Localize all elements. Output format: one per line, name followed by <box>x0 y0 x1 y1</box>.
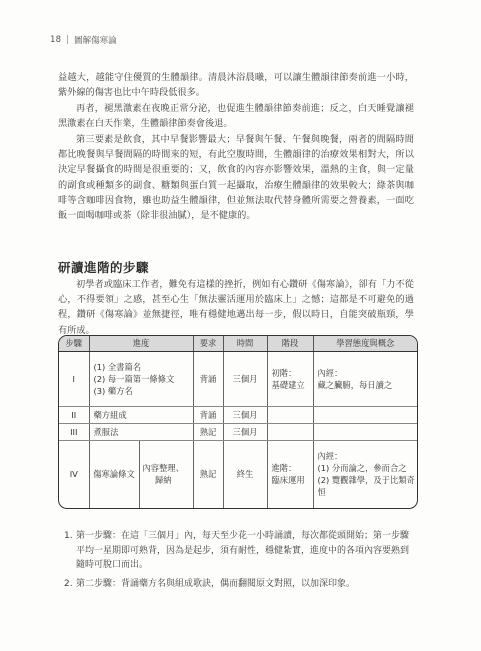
cell-stage <box>267 351 313 406</box>
table-row <box>59 423 417 440</box>
attitude-line: (1) 分而論之，參而合之 <box>317 463 407 474</box>
header-stage: 階段 <box>267 336 313 351</box>
cell-progress <box>89 440 193 508</box>
note-number: 2. <box>64 579 73 589</box>
stage-line: 基礎建立 <box>271 379 305 390</box>
cell-progress: 煮服法 <box>89 423 193 440</box>
header-time: 時間 <box>223 336 267 351</box>
progress-line: (2) 每一篇第一條條文 <box>93 373 175 384</box>
cell-progress <box>89 351 193 406</box>
note-text: 第二步驟：背誦藥方名與組成歌訣，偶而翻閱原文對照，以加深印象。 <box>76 579 356 589</box>
cell-requirement: 背誦 <box>193 351 223 406</box>
cell-requirement: 熟記 <box>193 423 223 440</box>
cell-step: III <box>59 423 89 440</box>
attitude-line: 藏之臟腑，每日讀之 <box>317 379 393 390</box>
table-row <box>59 440 417 508</box>
table-row <box>59 406 417 423</box>
header-separator: | <box>66 35 70 45</box>
attitude-line: 內經： <box>317 367 343 378</box>
cell-step: IV <box>59 440 89 508</box>
cell-requirement: 背誦 <box>193 406 223 423</box>
note-text: 第一步驟：在這「三個月」內，每天至少花一小時誦讀，每次都從頭開始；第一步驟平均一星期即可熟背，因為是起步，須有耐性，穩健紮實，進度中的各項內容要熟到隨時可脫口而出。 <box>76 531 410 570</box>
cell-time: 三個月 <box>223 423 267 440</box>
section-paragraph: 初學者或臨床工作者，難免有這樣的挫折，例如有心鑽研《傷寒論》，卻有「力不從心，不得要領」之感，甚至心生「無法靈活運用於臨床上」之憾；這都是不可避免的過程，鑽研《傷寒論》並無捷徑，唯有穩健地邁出每一步，假以時日，自能突破瓶頸，學有所成。 <box>58 279 414 336</box>
study-steps-table <box>58 335 418 509</box>
cell-time: 終生 <box>223 440 267 508</box>
note-1 <box>64 529 416 573</box>
progress-part-a: 傷寒論條文 <box>90 441 140 509</box>
cell-step: I <box>59 351 89 406</box>
progress-line: (1) 全書篇名 <box>93 361 142 372</box>
page-header <box>50 33 117 47</box>
stage-line: 臨床運用 <box>271 475 305 486</box>
stage-line: 初階： <box>271 367 297 378</box>
cell-step: II <box>59 406 89 423</box>
cell-progress: 藥方組成 <box>89 406 193 423</box>
attitude-line: 內經： <box>317 451 343 462</box>
cell-attitude <box>313 351 417 406</box>
book-title: 圖解傷寒論 <box>74 36 117 46</box>
table-header-row <box>59 336 417 351</box>
section-heading: 研讀進階的步驟 <box>58 260 150 275</box>
paragraph-2: 再者，褪黑激素在夜晚正常分泌，也促進生體韻律節奏前進；反之，白天睡覺讓褪黑激素在白天作業，生體韻律節奏會後退。 <box>58 103 414 130</box>
cell-stage <box>267 423 313 440</box>
progress-line: 歸納 <box>154 475 172 486</box>
paragraph-1: 益越大，越能守住優質的生體韻律。清晨沐浴晨曦，可以讓生體韻律節奏前進一小時，紫外線的傷害也比中午時段低很多。 <box>58 72 414 99</box>
cell-time: 三個月 <box>223 351 267 406</box>
cell-attitude <box>313 440 417 508</box>
header-step: 步驟 <box>59 336 89 351</box>
progress-part-b <box>140 441 193 509</box>
cell-attitude <box>313 423 417 440</box>
cell-stage <box>267 440 313 508</box>
note-2 <box>64 577 416 592</box>
attitude-line: (2) 覽觀雜學，及于比類奇恒 <box>317 475 415 498</box>
header-progress: 進度 <box>89 336 193 351</box>
cell-attitude <box>313 406 417 423</box>
cell-time: 三個月 <box>223 406 267 423</box>
note-number: 1. <box>64 531 73 541</box>
progress-line: (3) 藥方名 <box>93 385 133 396</box>
cell-requirement: 熟記 <box>193 440 223 508</box>
page-number: 18 <box>50 35 62 45</box>
header-attitude: 學習態度與概念 <box>313 336 417 351</box>
header-requirement: 要求 <box>193 336 223 351</box>
paragraph-3: 第三要素是飲食，其中早餐影響最大；早餐與午餐、午餐與晚餐，兩者的間隔時間都比晚餐與早餐間隔的時間來的短，有此空腹時間，生體韻律的治療效果相對大，所以決定早餐攝食的時間是很重要的；又，飲食的內容亦影響效果，溫熱的主食，與一定量的副食或種類多的副食、糖類與蛋白質一起攝取，治療生體韻律的效果較大；綠茶與咖啡等含咖啡因食物，雖也助益生體韻律，但並無法取代替身體所需要之營養素，一面吃飯一面喝咖啡或茶（除非很油膩），是不健康的。 <box>58 134 414 222</box>
cell-stage <box>267 406 313 423</box>
stage-line: 進階： <box>271 463 297 474</box>
table-row <box>59 351 417 406</box>
progress-line: 內容整理、 <box>142 463 184 474</box>
